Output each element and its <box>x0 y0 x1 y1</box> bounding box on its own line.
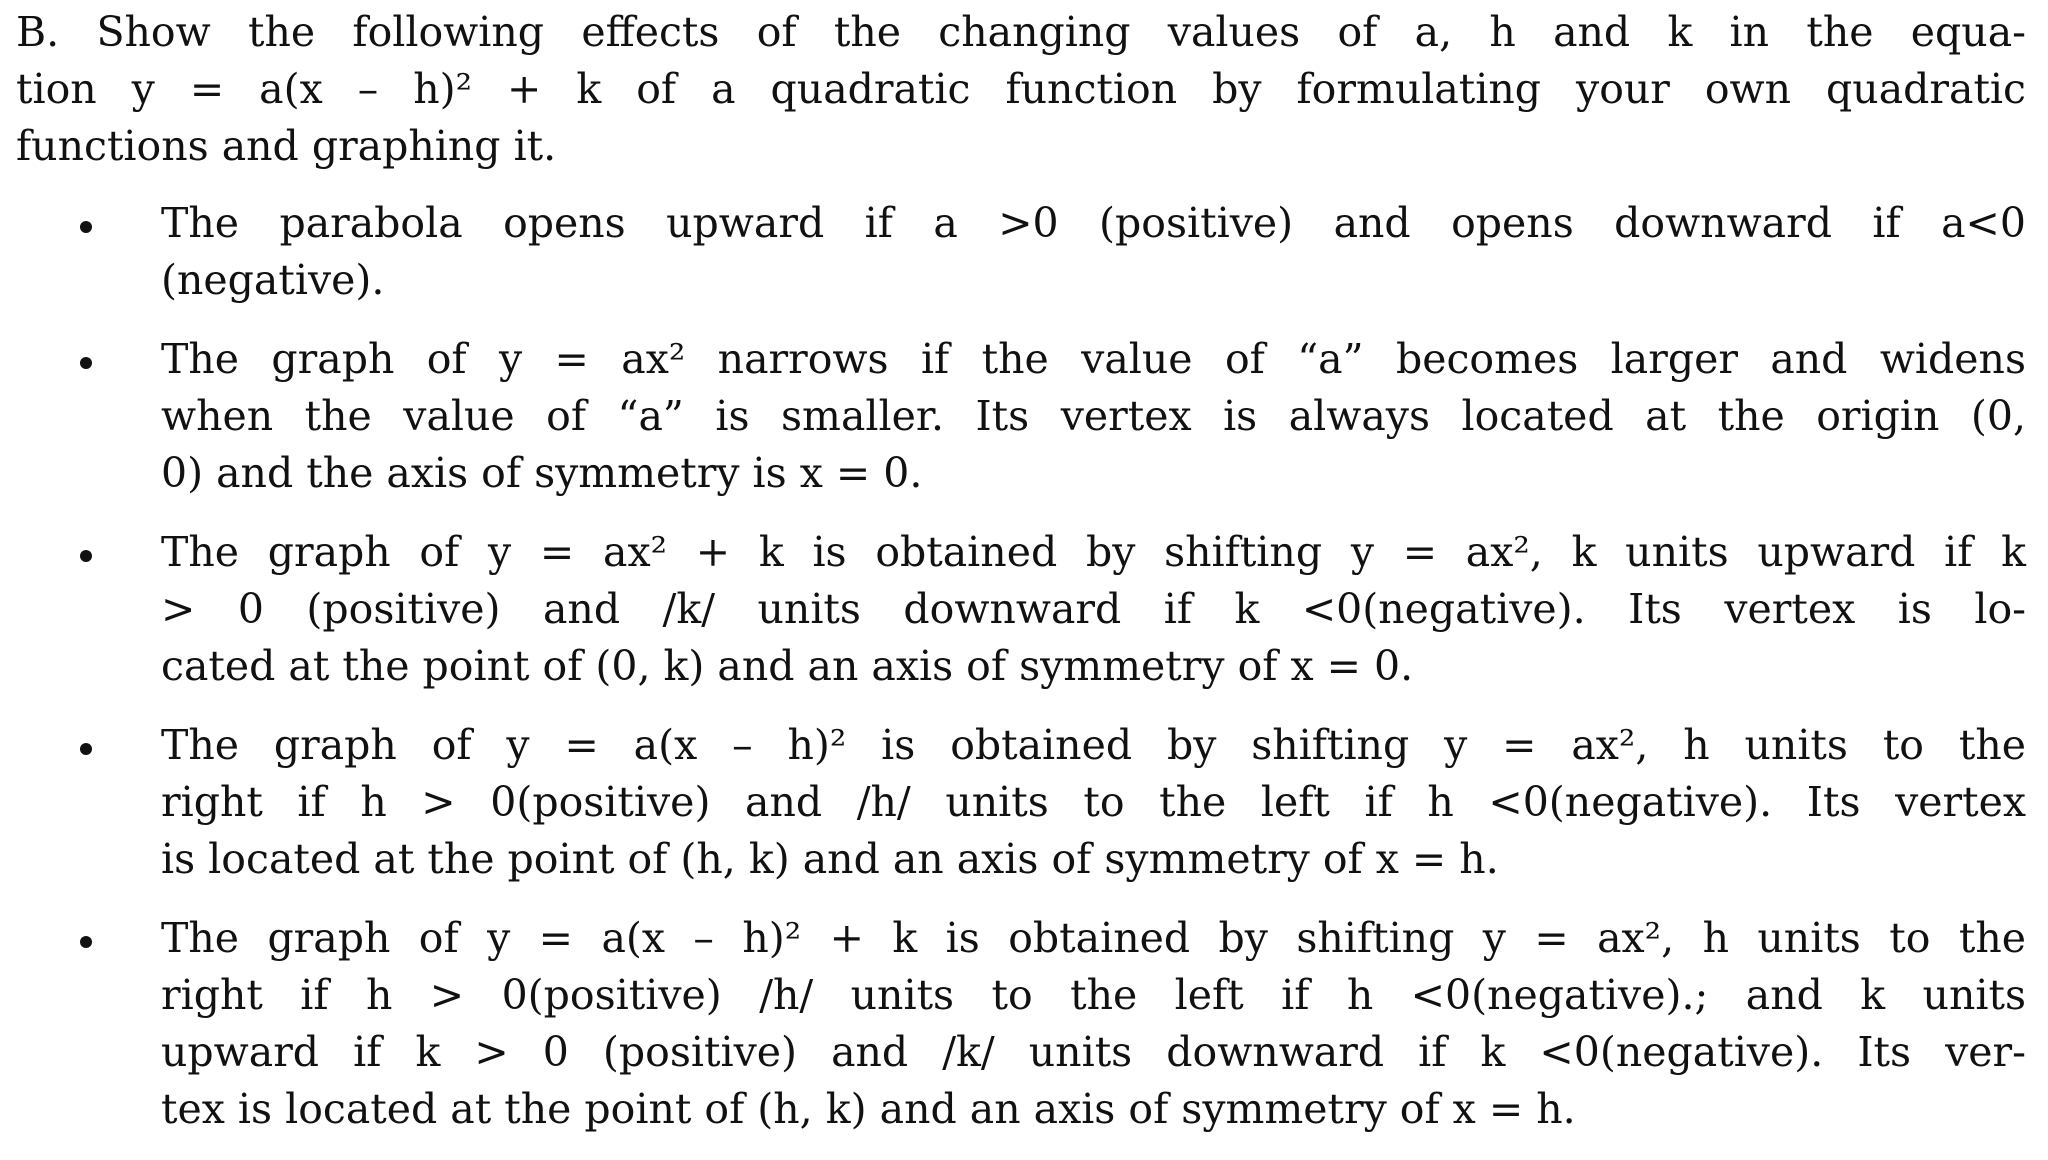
bullet-dot-icon <box>80 936 92 948</box>
bullet-dot-icon <box>80 221 92 233</box>
bullet-line: cated at the point of (0, k) and an axis of symmetry of x = 0. <box>161 642 1414 690</box>
intro-paragraph <box>16 4 2026 175</box>
bullet-line: The graph of y = a(x – h)² + k is obtained by shifting y = ax², h units to the <box>161 914 2026 962</box>
bullet-item <box>16 195 2026 309</box>
bullet-dot-icon <box>80 743 92 755</box>
intro-line: B. Show the following effects of the changing values of a, h and k in the equa- <box>16 8 2026 56</box>
bullet-line: 0) and the axis of symmetry is x = 0. <box>161 449 923 497</box>
intro-line: functions and graphing it. <box>16 122 557 170</box>
bullet-line: The parabola opens upward if a >0 (positive) and opens downward if a<0 <box>161 199 2026 247</box>
bullet-item <box>16 910 2026 1138</box>
bullet-item <box>16 331 2026 502</box>
bullet-item <box>16 717 2026 888</box>
bullet-line: is located at the point of (h, k) and an axis of symmetry of x = h. <box>161 835 1499 883</box>
bullet-line: The graph of y = a(x – h)² is obtained by shifting y = ax², h units to the <box>161 721 2026 769</box>
bullet-line: The graph of y = ax² narrows if the value of “a” becomes larger and widens <box>161 335 2026 383</box>
intro-line: tion y = a(x – h)² + k of a quadratic function by formulating your own quadratic <box>16 65 2026 113</box>
bullet-dot-icon <box>80 357 92 369</box>
bullet-line: The graph of y = ax² + k is obtained by shifting y = ax², k units upward if k <box>161 528 2026 576</box>
bullet-line: upward if k > 0 (positive) and /k/ units downward if k <0(negative). Its ver- <box>161 1028 2026 1076</box>
bullet-line: when the value of “a” is smaller. Its vertex is always located at the origin (0, <box>161 392 2026 440</box>
document-page <box>16 4 2026 1160</box>
bullet-line: right if h > 0(positive) and /h/ units to the left if h <0(negative). Its vertex <box>161 778 2026 826</box>
bullet-dot-icon <box>80 550 92 562</box>
bullet-line: tex is located at the point of (h, k) and an axis of symmetry of x = h. <box>161 1085 1576 1133</box>
bullet-line: (negative). <box>161 256 385 304</box>
bullet-item <box>16 524 2026 695</box>
bullet-line: > 0 (positive) and /k/ units downward if k <0(negative). Its vertex is lo- <box>161 585 2026 633</box>
bullet-line: right if h > 0(positive) /h/ units to the left if h <0(negative).; and k units <box>161 971 2026 1019</box>
bullet-list <box>16 195 2026 1138</box>
